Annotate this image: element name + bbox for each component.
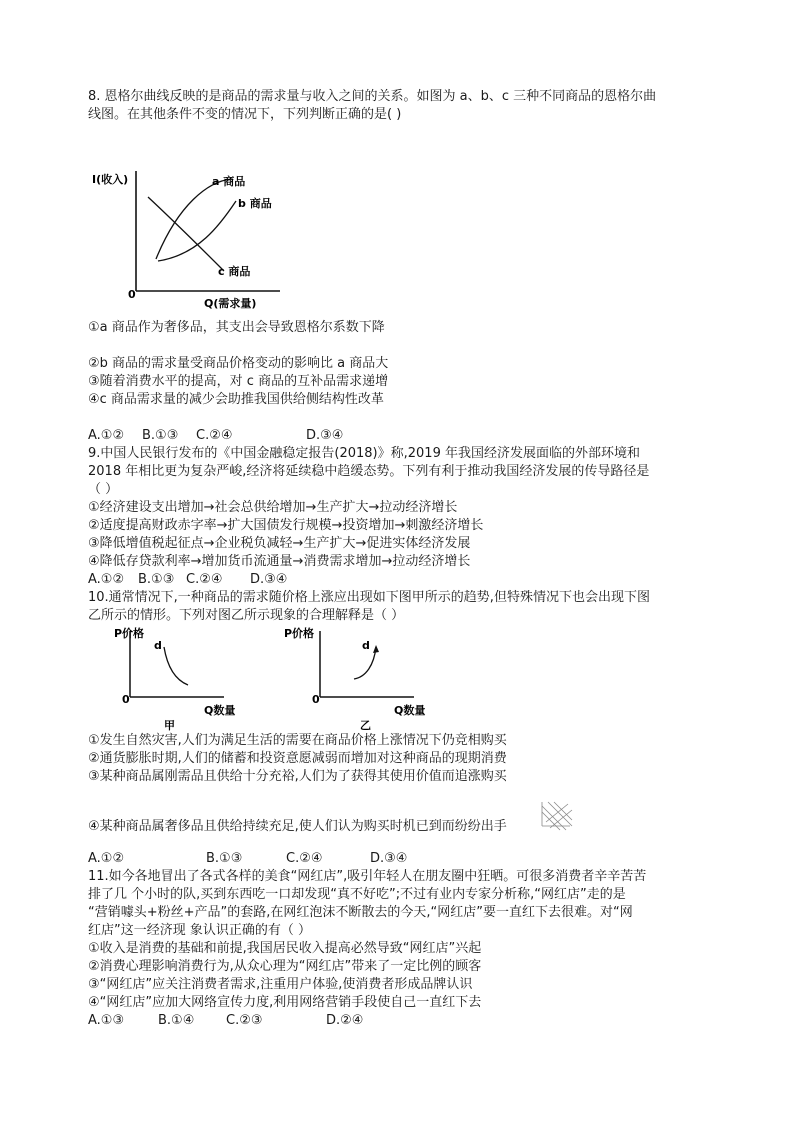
q11-option-a[interactable]: A.①③ xyxy=(88,1013,125,1028)
q8-item-4: ④c 商品需求量的减少会助推我国供给侧结构性改革 xyxy=(88,392,384,407)
q8-stem-line2: 线图。在其他条件不变的情况下，下列判断正确的是( ) xyxy=(88,107,402,122)
q8-option-a[interactable]: A.①② xyxy=(88,428,125,443)
q8-options xyxy=(88,427,343,445)
q11-option-b[interactable]: B.①④ xyxy=(158,1013,195,1028)
q10-options xyxy=(88,850,407,868)
q11-stem-line4: 红店”这一经济现 象认识正确的有（ ） xyxy=(88,923,311,938)
q10-stem-line2: 乙所示的情形。下列对图乙所示现象的合理解释是（ ） xyxy=(88,608,405,623)
q11-stem-line1: 11.如今各地冒出了各式各样的美食“网红店”,吸引年轻人在朋友圈中狂晒。可很多消费者辛辛苦苦 xyxy=(88,869,647,884)
q11-item-1: ①收入是消费的基础和前提,我国居民收入提高必然导致“网红店”兴起 xyxy=(88,941,482,956)
jia-x-label: Q数量 xyxy=(204,704,236,717)
q9-item-4: ④降低存贷款利率→增加货币流通量→消费需求增加→拉动经济增长 xyxy=(88,554,471,569)
q8-option-d[interactable]: D.③④ xyxy=(306,428,344,443)
yi-curve-arrowhead xyxy=(373,645,379,653)
q11-item-2: ②消费心理影响消费行为,从众心理为“网红店”带来了一定比例的顾客 xyxy=(88,959,482,974)
yi-caption: 乙 xyxy=(360,719,371,732)
yi-y-label: P价格 xyxy=(284,627,315,640)
yi-x-label: Q数量 xyxy=(394,704,426,717)
q9-option-a[interactable]: A.①② xyxy=(88,572,125,587)
q8-item-3: ③随着消费水平的提高，对 c 商品的互补品需求递增 xyxy=(88,374,389,389)
engel-x-label: Q(需求量) xyxy=(204,297,257,310)
hatched-mark-icon xyxy=(540,800,574,832)
yi-origin: 0 xyxy=(312,693,320,706)
engel-curve-figure xyxy=(88,165,288,310)
q8-item-2: ②b 商品的需求量受商品价格变动的影响比 a 商品大 xyxy=(88,356,389,371)
curve-a-label: a 商品 xyxy=(212,175,246,188)
jia-caption: 甲 xyxy=(164,719,175,732)
q10-item-3: ③某种商品属刚需品且供给十分充裕,人们为了获得其使用价值而追涨购买 xyxy=(88,769,507,784)
q9-item-3: ③降低增值税起征点→企业税负减轻→生产扩大→促进实体经济发展 xyxy=(88,536,471,551)
curve-b-label: b 商品 xyxy=(238,197,272,210)
q10-stem-line1: 10.通常情况下,一种商品的需求随价格上涨应出现如下图甲所示的趋势,但特殊情况下也会出现下图 xyxy=(88,590,650,605)
q9-stem-line1: 9.中国人民银行发布的《中国金融稳定报告(2018)》称,2019 年我国经济发展面临的外部环境和 xyxy=(88,446,640,461)
q9-option-b[interactable]: B.①③ xyxy=(138,572,175,587)
q10-item-2: ②通货膨胀时期,人们的储蓄和投资意愿减弱而增加对这种商品的现期消费 xyxy=(88,751,507,766)
q10-option-d[interactable]: D.③④ xyxy=(370,851,408,866)
q9-option-c[interactable]: C.②④ xyxy=(186,572,223,587)
q11-item-3: ③“网红店”应关注消费者需求,注重用户体验,使消费者形成品牌认识 xyxy=(88,977,473,992)
q8-item-1: ①a 商品作为奢侈品，其支出会导致恩格尔系数下降 xyxy=(88,320,385,335)
q11-option-c[interactable]: C.②③ xyxy=(226,1013,263,1028)
q9-stem-line2: 2018 年相比更为复杂严峻,经济将延续稳中趋缓态势。下列有利于推动我国经济发展的传导路径是 xyxy=(88,464,650,479)
q11-stem-line2: 排了几 个小时的队,买到东西吃一口却发现“真不好吃”;不过有业内专家分析称,“网红店”走的是 xyxy=(88,887,626,902)
q10-item-1: ①发生自然灾害,人们为满足生活的需要在商品价格上涨情况下仍竞相购买 xyxy=(88,733,507,748)
q9-item-1: ①经济建设支出增加→社会总供给增加→生产扩大→拉动经济增长 xyxy=(88,500,458,515)
demand-figure-jia xyxy=(108,625,268,733)
q9-options xyxy=(88,571,287,589)
q8-option-b[interactable]: B.①③ xyxy=(142,428,179,443)
q9-item-2: ②适度提高财政赤字率→扩大国债发行规模→投资增加→刺激经济增长 xyxy=(88,518,484,533)
jia-y-label: P价格 xyxy=(114,627,145,640)
jia-demand-curve xyxy=(164,647,188,685)
yi-curve-label: d xyxy=(362,639,370,652)
engel-origin: 0 xyxy=(128,288,136,301)
q11-stem-line3: “营销噱头+粉丝+产品”的套路,在网红泡沫不断散去的今天,“网红店”要一直红下去很难。对“网 xyxy=(88,905,633,920)
jia-origin: 0 xyxy=(122,693,130,706)
q8-option-c[interactable]: C.②④ xyxy=(196,428,233,443)
q9-option-d[interactable]: D.③④ xyxy=(250,572,288,587)
q9-stem-line3: （ ） xyxy=(88,482,119,497)
q10-option-a[interactable]: A.①② xyxy=(88,851,125,866)
q8-stem-line1: 8. 恩格尔曲线反映的是商品的需求量与收入之间的关系。如图为 a、b、c 三种不同商品的恩格尔曲 xyxy=(88,89,657,104)
q11-options xyxy=(88,1012,363,1030)
q11-item-4: ④“网红店”应加大网络宣传力度,利用网络营销手段使自己一直红下去 xyxy=(88,995,482,1010)
q10-option-c[interactable]: C.②④ xyxy=(286,851,323,866)
q11-option-d[interactable]: D.②④ xyxy=(326,1013,364,1028)
jia-curve-label: d xyxy=(154,639,162,652)
q10-item-4: ④某种商品属奢侈品且供给持续充足,使人们认为购买时机已到而纷纷出手 xyxy=(88,819,507,834)
q10-option-b[interactable]: B.①③ xyxy=(206,851,243,866)
demand-figure-yi xyxy=(278,625,448,733)
engel-y-label: I(收入) xyxy=(92,173,129,186)
curve-c-label: c 商品 xyxy=(218,265,251,278)
